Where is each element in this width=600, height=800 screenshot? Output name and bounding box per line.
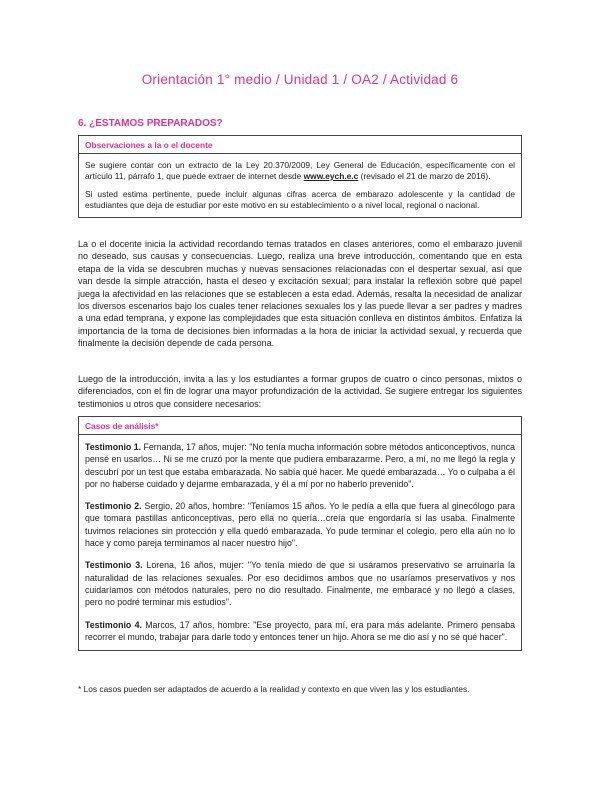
testimony-label: Testimonio 3. (85, 560, 143, 571)
box-divider (79, 434, 521, 435)
testimony-label: Testimonio 2. (85, 501, 142, 512)
testimony-text: Fernanda, 17 años, mujer: "No tenía mucha información sobre métodos anticonceptivos, nunca pensé en usarlos… Ni se me cruzó por la mente que pudiera embarazarme. Pero, a mí, no me llegó la regla y descubrí por un test que estaba embarazada. No sabía qué hacer. Me quedé embarazada… Yo o culpaba a él por no haberse cuidado y dejarme embarazada, y él a mí por no haberlo prevenido". (85, 442, 515, 489)
teacher-notes-paragraph-1 (85, 160, 515, 182)
testimony-3 (85, 559, 515, 608)
intro-paragraph: La o el docente inicia la actividad recordando temas tratados en clases anteriores, como el embarazo juvenil no deseado, sus causas y consecuencias. Luego, realiza una breve introducción, comentando que en esta etapa de la vida se descubren muchas y nuevas sensaciones relacionadas con el despertar sexual, así que van desde la simple atracción, hasta el deseo y excitación sexual; para instalar la reflexión sobre qué papel juega la afectividad en las relaciones que se establecen a esta edad. Además, resalta la necesidad de analizar los diversos escenarios bajo los cuales tener relaciones sexuales los y las puede llevar a ser padres y madres a una edad temprana, y expone las complejidades que esta situación conlleva en distintos ámbitos. Enfatiza la importancia de la toma de decisiones bien informadas a la hora de iniciar la actividad sexual, y recuerda que finalmente la decisión depende de cada persona. (78, 239, 522, 349)
teacher-notes-text-b: (revisado el 21 de marzo de 2016). (358, 171, 491, 181)
testimony-text: Sergio, 20 años, hombre: "Teníamos 15 años. Yo le pedía a ella que fuera al ginecólogo para que tomara pastillas anticonceptivas, pero ella no quería…creía que engordaría si las usaba. Finalmente tuvimos relaciones sin protección y ella quedó embarazada. Yo pude terminar el colegio, pero ella aún no lo hace y como pareja terminamos al nacer nuestro hijo". (85, 501, 515, 549)
testimony-2 (85, 500, 515, 549)
testimony-text: Marcos, 17 años, hombre: "Ese proyecto, para mí, era para más adelante. Primero pensaba recorrer el mundo, trabajar para darle todo y entonces tener un hijo. Ahora se me dio así y no sé qué hacer". (85, 619, 515, 642)
testimony-label: Testimonio 1. (85, 442, 142, 452)
cases-title: Casos de análisis* (85, 421, 159, 431)
section-title: 6. ¿ESTAMOS PREPARADOS? (78, 118, 223, 129)
cases-box (78, 416, 522, 651)
testimony-label: Testimonio 4. (85, 619, 142, 630)
page-header: Orientación 1° medio / Unidad 1 / OA2 / Actividad 6 (141, 72, 459, 87)
footnote: * Los casos pueden ser adaptados de acuerdo a la realidad y contexto en que viven las y los estudiantes. (78, 684, 470, 694)
box-divider (79, 153, 521, 154)
teacher-notes-title: Observaciones a la o el docente (85, 140, 213, 150)
teacher-notes-box (78, 135, 522, 218)
testimony-text: Lorena, 16 años, mujer: "Yo tenía miedo de que si usáramos preservativo se arruinaría la naturalidad de las relaciones sexuales. Por eso decidimos ambos que no usaríamos preservativos y nos cuidaríamos con métodos naturales, pero no dio resultado. Finalmente, me embaracé y no llegó a clases, pero no podré terminar mis estudios". (85, 560, 515, 608)
testimony-1 (85, 441, 515, 490)
law-link[interactable]: www.eych.e.c (303, 171, 359, 181)
teacher-notes-text-a: Se sugiere contar con un extracto de la Ley 20.370/2009, Ley General de Educación, específicamente con el artículo 11, párrafo 1, que puede extraer de internet desde (85, 160, 515, 181)
instructions-paragraph: Luego de la introducción, invita a las y los estudiantes a formar grupos de cuatro o cinco personas, mixtos o diferenciados, con el fin de lograr una mayor profundización de la actividad. Se sugiere entregar los siguientes testimonios u otros que considere necesarios: (78, 374, 522, 409)
testimony-4 (85, 619, 515, 644)
teacher-notes-paragraph-2: Si usted estima pertinente, puede incluir algunas cifras acerca de embarazo adolescente y la cantidad de estudiantes que deja de estudiar por este motivo en su establecimiento o a nivel local, regional o nacional. (85, 189, 515, 210)
